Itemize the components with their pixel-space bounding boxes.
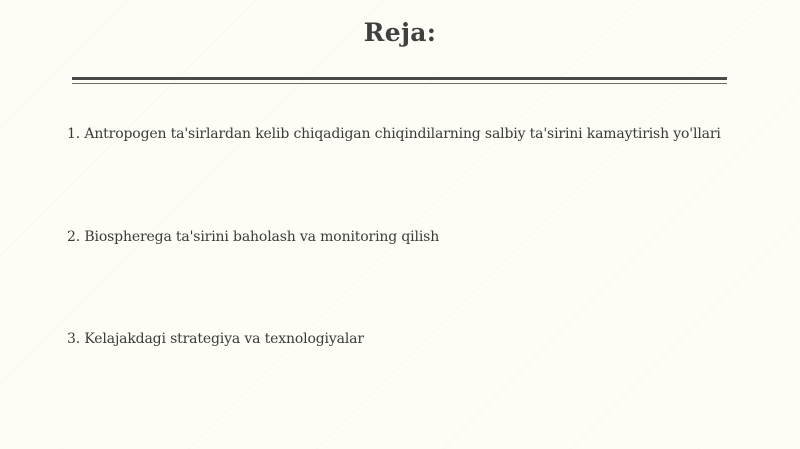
- title-divider-thick: [72, 77, 727, 80]
- plan-item-3: 3. Kelajakdagi strategiya va texnologiyalar: [67, 331, 364, 347]
- title-divider-thin: [72, 83, 727, 84]
- slide-title: Reja:: [363, 18, 437, 47]
- plan-item-2: 2. Biospherega ta'sirini baholash va monitoring qilish: [67, 229, 440, 245]
- plan-item-1: 1. Antropogen ta'sirlardan kelib chiqadigan chiqindilarning salbiy ta'sirini kamaytirish yo'llari: [67, 126, 721, 142]
